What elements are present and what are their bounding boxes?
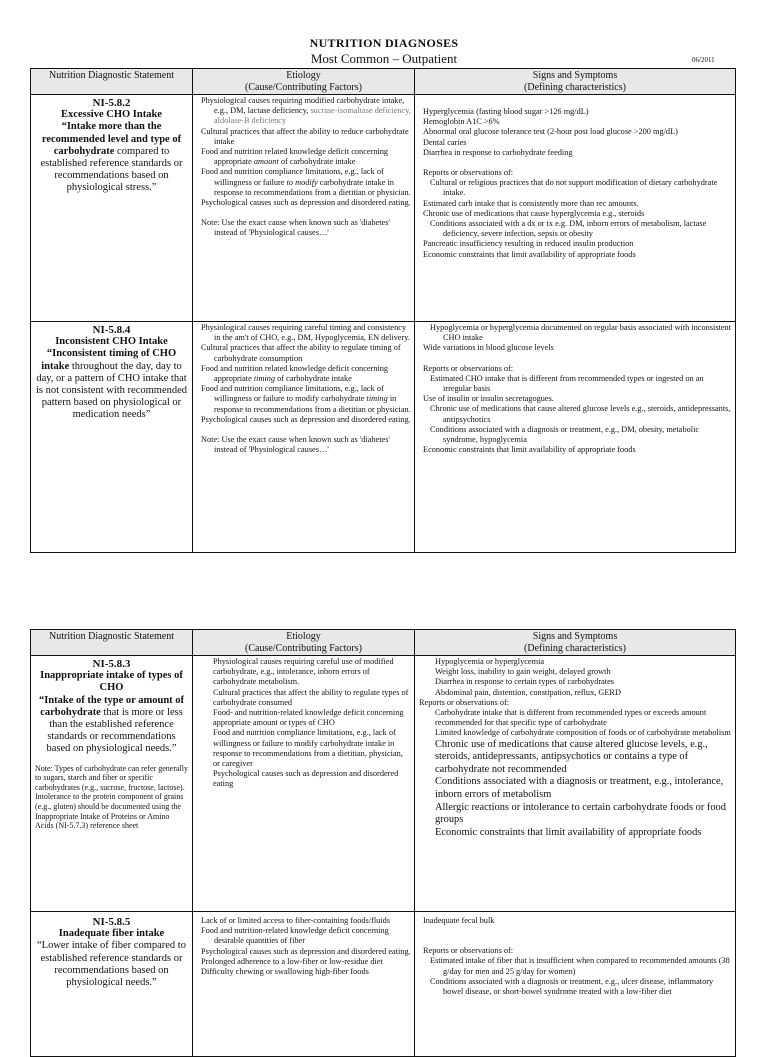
etiology-header-line1: Etiology	[286, 70, 321, 81]
signs-header-line2: (Defining characteristics)	[524, 643, 626, 654]
report-item: Estimated carb intake that is consistently more than rec amounts.	[423, 198, 639, 208]
diagnosis-code: NI-5.8.3	[92, 658, 131, 670]
report-item: Economic constraints that limit availability of appropriate foods	[423, 445, 636, 455]
etiology-header-line2: (Cause/Contributing Factors)	[245, 643, 362, 654]
signs-column-header	[415, 630, 736, 656]
etiology-item: Cultural practices that affect the ability to regulate timing of carbohydrate consumption	[201, 343, 401, 363]
statement-bold-text: “Intake more than the recommended level and type of carbohydrate	[41, 121, 182, 157]
etiology-item: Food and nutrition related knowledge deficit concerning appropriate amount of carbohydrate intake	[201, 147, 389, 167]
etiology-item: Psychological causes such as depression and disordered eating.	[201, 198, 411, 208]
statement-column-header	[31, 69, 193, 95]
reports-label: Reports or observations of:	[419, 697, 510, 707]
statement-text: compared to established reference standards or recommendations based on physiological stress.”	[40, 145, 183, 194]
etiology-cell	[193, 322, 415, 553]
report-item: Allergic reactions or intolerance to certain carbohydrate foods or food groups	[435, 801, 726, 826]
etiology-header-line1: Etiology	[286, 631, 321, 642]
sign-item: Hemoglobin A1C >6%	[423, 117, 500, 127]
reports-label: Reports or observations of:	[423, 363, 514, 373]
diagnosis-code: NI-5.8.4	[92, 324, 131, 336]
signs-cell	[415, 95, 736, 322]
etiology-note: Note: Use the exact cause when known such as 'diabetes' instead of 'Physiological causes…'	[201, 435, 390, 455]
statement-note: Note: Types of carbohydrate can refer generally to sugars, starch and fiber or specific carbohydrates (e.g., sucrose, fructose, lactose). Intolerance to the protein component of grains (e.g., gluten) should be documented using the Inappropriate Intake of Proteins or Amino Acids (NI-5.7.3) reference sheet	[35, 763, 188, 831]
etiology-item: Cultural practices that affect the ability to regulate types of carbohydrate consumed	[213, 687, 409, 707]
signs-cell	[415, 656, 736, 912]
diagnostic-statement-cell	[31, 95, 193, 322]
sign-item: Hypoglycemia or hyperglycemia documented on regular basis associated with inconsistent CHO intake	[430, 323, 731, 343]
sign-item: Wide variations in blood glucose levels	[423, 343, 554, 353]
diagnosis-code: NI-5.8.2	[92, 97, 131, 109]
report-item: Economic constraints that limit availability of appropriate foods	[435, 826, 702, 838]
etiology-item: Food and nutrition related knowledge deficit concerning appropriate timing of carbohydrate intake	[201, 363, 389, 384]
diagnosis-name: Excessive CHO Intake	[61, 109, 162, 121]
etiology-column-header	[193, 630, 415, 656]
signs-column-header	[415, 69, 736, 95]
revision-date: 06/2011	[692, 56, 715, 64]
table-header-row	[31, 69, 736, 95]
diagnostic-statement-cell	[31, 656, 193, 912]
etiology-item: Psychological causes such as depression and disordered eating.	[201, 414, 411, 424]
table-header-row	[31, 630, 736, 656]
diagnosis-code: NI-5.8.5	[92, 916, 131, 928]
report-item: Economic constraints that limit availability of appropriate foods	[423, 249, 636, 259]
report-item: Chronic use of medications that cause altered glucose levels, e.g., steroids, antidepressants, antipsychotics or contains a type of carbohydrate not recommended	[435, 738, 708, 775]
report-item: Conditions associated with a diagnosis or treatment, e.g., DM, obesity, metabolic syndrome, hypoglycemia	[430, 424, 700, 445]
document-title: NUTRITION DIAGNOSES	[309, 36, 459, 50]
report-item: Chronic use of medications that cause hyperglycemia e.g., steroids	[423, 208, 645, 218]
table-row	[31, 95, 736, 322]
sign-item: Abdominal pain, distention, constipation, reflux, GERD	[435, 687, 621, 697]
etiology-item: Cultural practices that affect the ability to reduce carbohydrate intake	[201, 126, 409, 146]
sign-item: Hyperglycemia (fasting blood sugar >126 mg/dL)	[423, 107, 589, 116]
table-row	[31, 656, 736, 912]
sign-item: Diarrhea in response to certain types of carbohydrates	[435, 677, 615, 687]
statement-column-header	[31, 630, 193, 656]
report-item: Pancreatic insufficiency resulting in reduced insulin production	[423, 239, 634, 249]
diagnostic-statement-cell	[31, 912, 193, 1057]
table-row	[31, 322, 736, 553]
statement-header-label: Nutrition Diagnostic Statement	[49, 70, 174, 81]
etiology-item: Food and nutrition-related knowledge deficit concerning desirable quantities of fiber	[201, 926, 389, 946]
signs-header-line1: Signs and Symptoms	[532, 70, 618, 81]
diagnostic-statement-cell	[31, 322, 193, 553]
etiology-item: Food- and nutrition-related knowledge deficit concerning appropriate amount or types of CHO	[213, 708, 404, 728]
etiology-item: Physiological causes requiring careful timing and consistency in the am't of CHO, e.g., DM, Hypoglycemia, EN delivery.	[201, 323, 410, 343]
etiology-cell	[193, 656, 415, 912]
sign-item: Weight loss, inability to gain weight, delayed growth	[435, 667, 611, 677]
diagnosis-table-1	[30, 68, 736, 553]
report-item: Carbohydrate intake that is different from recommended types or exceeds amount recommended for that specific type of carbohydrate	[435, 708, 707, 728]
report-item: Limited knowledge of carbohydrate composition of foods or of carbohydrate metabolism	[435, 728, 731, 738]
report-item: Use of insulin or insulin secretagogues.	[423, 394, 554, 404]
table-row	[31, 912, 736, 1057]
etiology-item: Food and nutrition compliance limitations, e.g., lack of willingness or failure to modify carbohydrate intake in response to recommendations from a dietitian, physician, or caregiver	[213, 728, 403, 769]
etiology-item: Prolonged adherence to a low-fiber or low-residue diet	[201, 956, 383, 966]
report-item: Conditions associated with a diagnosis or treatment, e.g., ulcer disease, inflammatory bowel disease, or short-bowel syndrome treated with a low-fiber diet	[430, 976, 714, 997]
signs-cell	[415, 322, 736, 553]
etiology-item: Psychological causes such as depression and disordered eating	[213, 769, 399, 789]
signs-header-line1: Signs and Symptoms	[532, 631, 618, 642]
report-item: Conditions associated with a diagnosis or treatment, e.g., intolerance, inborn errors of metabolism	[435, 776, 724, 800]
etiology-cell	[193, 912, 415, 1057]
document-subtitle: Most Common – Outpatient	[310, 51, 458, 66]
etiology-item: Lack of or limited access to fiber-containing foods/fluids	[201, 916, 390, 925]
sign-item: Inadequate fecal bulk	[423, 916, 495, 925]
report-item: Cultural or religious practices that do not support modification of dietary carbohydrate intake.	[430, 178, 718, 198]
sign-item: Diarrhea in response to carbohydrate feeding	[423, 147, 573, 157]
statement-text: throughout the day, day to day, or a pattern of CHO intake that is not consistent with recommended pattern based on physiological or medication needs”	[35, 360, 188, 421]
etiology-item: Food and nutrition compliance limitations, e.g., lack of willingness or failure to modify carbohydrate intake in response to recommendations from a dietitian or physician.	[201, 167, 411, 197]
statement-header-label: Nutrition Diagnostic Statement	[49, 631, 174, 642]
sign-item: Abnormal oral glucose tolerance test (2-hour post load glucose >200 mg/dL)	[423, 127, 678, 137]
reports-label: Reports or observations of:	[423, 168, 514, 178]
etiology-cell	[193, 95, 415, 322]
diagnosis-name: Inconsistent CHO Intake	[55, 336, 168, 348]
etiology-item: Psychological causes such as depression and disordered eating.	[201, 946, 411, 956]
report-item: Estimated CHO intake that is different from recommended types or ingested on an irregular basis	[430, 373, 704, 394]
etiology-item: Difficulty chewing or swallowing high-fiber foods	[201, 967, 369, 977]
etiology-item: Physiological causes requiring careful use of modified carbohydrate, e.g., intolerance, inborn errors of carbohydrate metabolism.	[213, 657, 394, 687]
report-item: Chronic use of medications that cause altered glucose levels e.g., steroids, antidepressants, antipsychotics	[430, 404, 731, 424]
statement-bold-text: “Intake of the type or amount of carbohydrate	[38, 694, 185, 718]
sign-item: Hypoglycemia or hyperglycemia	[435, 657, 545, 666]
reports-label: Reports or observations of:	[423, 946, 514, 956]
etiology-column-header	[193, 69, 415, 95]
report-item: Estimated intake of fiber that is insufficient when compared to recommended amounts (38 g/day for men and 25 g/day for women)	[430, 956, 730, 976]
diagnosis-table-2	[30, 629, 736, 1057]
sign-item: Dental caries	[423, 137, 467, 147]
statement-bold-text: “Inconsistent timing of CHO intake	[41, 348, 177, 372]
report-item: Conditions associated with a dx or tx e.g. DM, inborn errors of metabolism, lactase deficiency, severe infection, sepsis or obesity	[430, 219, 707, 239]
signs-header-line2: (Defining characteristics)	[524, 82, 626, 93]
diagnosis-name: Inappropriate intake of types of CHO	[40, 670, 183, 694]
diagnosis-name: Inadequate fiber intake	[58, 928, 165, 940]
etiology-header-line2: (Cause/Contributing Factors)	[245, 82, 362, 93]
statement-text: that is more or less than the established reference standards or recommendations based on physiological needs.”	[46, 706, 183, 755]
etiology-item: Food and nutrition compliance limitations, e.g., lack of willingness or failure to modify carbohydrate timing in response to recommendations from a dietitian or physician.	[201, 384, 411, 414]
etiology-note: Note: Use the exact cause when known such as 'diabetes' instead of 'Physiological causes…'	[201, 218, 390, 238]
signs-cell	[415, 912, 736, 1057]
statement-text: “Lower intake of fiber compared to established reference standards or recommendations based on physiological needs.”	[37, 940, 186, 989]
etiology-item: Physiological causes requiring modified carbohydrate intake, e.g., DM, lactase deficiency, sucrase-isomaltase deficiency, aldolase-B deficiency	[201, 96, 411, 126]
